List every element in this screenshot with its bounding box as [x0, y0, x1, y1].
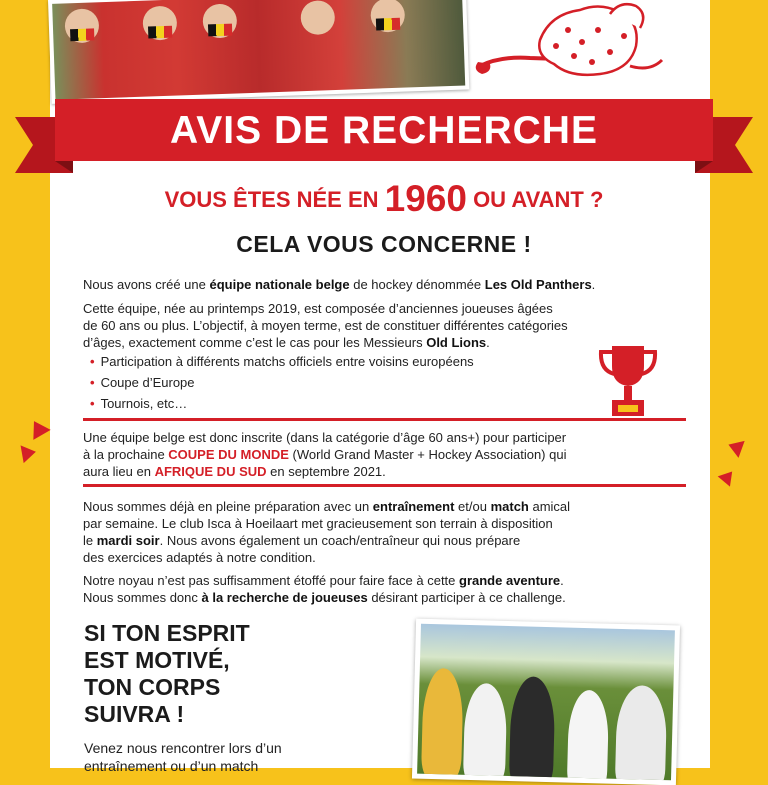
worldcup-text: en septembre 2021.: [266, 464, 386, 479]
training-photo-bottom: [412, 619, 680, 785]
appeal-text: .: [560, 573, 564, 588]
appeal-line: [83, 572, 683, 589]
worldcup-text: (World Grand Master + Hockey Association) qui: [288, 447, 567, 462]
invite-line: Venez nous rencontrer lors d’un: [84, 740, 282, 756]
confetti-decoration: [21, 443, 38, 463]
headline-before: VOUS ÊTES NÉE EN: [164, 187, 385, 212]
training-line: par semaine. Le club Isca à Hoeilaart met gracieusement son terrain à disposition: [83, 516, 553, 531]
slogan-line: EST MOTIVÉ,: [84, 647, 230, 673]
headline-after: OU AVANT ?: [466, 187, 604, 212]
team-photo-top: [48, 0, 469, 104]
confetti-decoration: [25, 416, 50, 440]
headline-year: 1960: [384, 178, 467, 219]
intro-club-name: Les Old Panthers: [484, 277, 592, 292]
intro-team-name: équipe nationale belge: [209, 277, 350, 292]
list-item: • Tournois, etc…: [90, 393, 474, 414]
training-text: amical: [528, 499, 571, 514]
appeal-text: Notre noyau n’est pas suffisamment étoffé pour faire face à cette: [83, 573, 460, 588]
training-bold: entraînement: [372, 499, 455, 514]
match-bold: match: [490, 499, 529, 514]
old-lions-name: Old Lions: [426, 335, 487, 350]
intro-text: de hockey dénommée: [349, 277, 485, 292]
worldcup-text: aura lieu en: [83, 464, 155, 479]
team-paragraph: [83, 300, 683, 351]
trophy-icon: [598, 344, 658, 418]
worldcup-text: à la prochaine: [83, 447, 169, 462]
age-headline: [0, 178, 768, 220]
team-text: .: [486, 335, 490, 350]
appeal-text: Nous sommes donc: [83, 590, 202, 605]
page-title: AVIS DE RECHERCHE: [169, 109, 598, 152]
training-text: . Nous avons également un coach/entraîneur qui nous prépare: [159, 533, 521, 548]
list-item: • Participation à différents matchs officiels entre voisins européens: [90, 351, 474, 372]
list-item: • Coupe d’Europe: [90, 372, 474, 393]
slogan-line: TON CORPS: [84, 674, 221, 700]
team-line: Cette équipe, née au printemps 2019, est composée d’anciennes joueuses âgées: [83, 301, 553, 316]
world-cup-highlight: COUPE DU MONDE: [168, 447, 289, 462]
section-divider: [83, 484, 686, 487]
team-line: [83, 334, 683, 351]
slogan-line: SUIVRA !: [84, 701, 185, 727]
concern-subheading: CELA VOUS CONCERNE !: [236, 231, 532, 257]
appeal-line: [83, 589, 683, 606]
training-text: Nous sommes déjà en pleine préparation avec un: [83, 499, 373, 514]
tuesday-bold: mardi soir: [96, 533, 160, 548]
activities-list: [90, 351, 474, 414]
training-line: [83, 532, 683, 549]
team-text: d’âges, exactement comme c’est le cas pour les Messieurs: [83, 335, 427, 350]
worldcup-line: Une équipe belge est donc inscrite (dans la catégorie d’âge 60 ans+) pour participer: [83, 430, 567, 445]
confetti-decoration: [718, 466, 739, 486]
slogan-line: SI TON ESPRIT: [84, 620, 250, 646]
section-divider: [83, 418, 686, 421]
recruiting-bold: à la recherche de joueuses: [201, 590, 368, 605]
training-line: [83, 498, 683, 515]
training-text: et/ou: [454, 499, 491, 514]
worldcup-line: [83, 463, 683, 480]
intro-paragraph: [83, 276, 683, 293]
worldcup-line: [83, 446, 683, 463]
training-text: le: [83, 533, 97, 548]
south-africa-highlight: AFRIQUE DU SUD: [154, 464, 267, 479]
appeal-text: désirant participer à ce challenge.: [367, 590, 566, 605]
invite-line: entraînement ou d’un match: [84, 758, 259, 774]
invitation-text: [84, 739, 344, 775]
appeal-paragraph: [83, 572, 683, 606]
training-paragraph: [83, 498, 683, 566]
world-cup-paragraph: [83, 429, 683, 480]
confetti-decoration: [725, 436, 744, 458]
team-line: de 60 ans ou plus. L’objectif, à moyen terme, est de constituer différentes catégories: [83, 318, 568, 333]
intro-text: .: [591, 277, 596, 292]
adventure-bold: grande aventure: [459, 573, 561, 588]
training-line: des exercices adaptés à notre condition.: [83, 550, 316, 565]
intro-text: Nous avons créé une: [83, 277, 210, 292]
leopard-hockey-illustration: [470, 0, 670, 86]
motivational-slogan: [84, 620, 324, 728]
